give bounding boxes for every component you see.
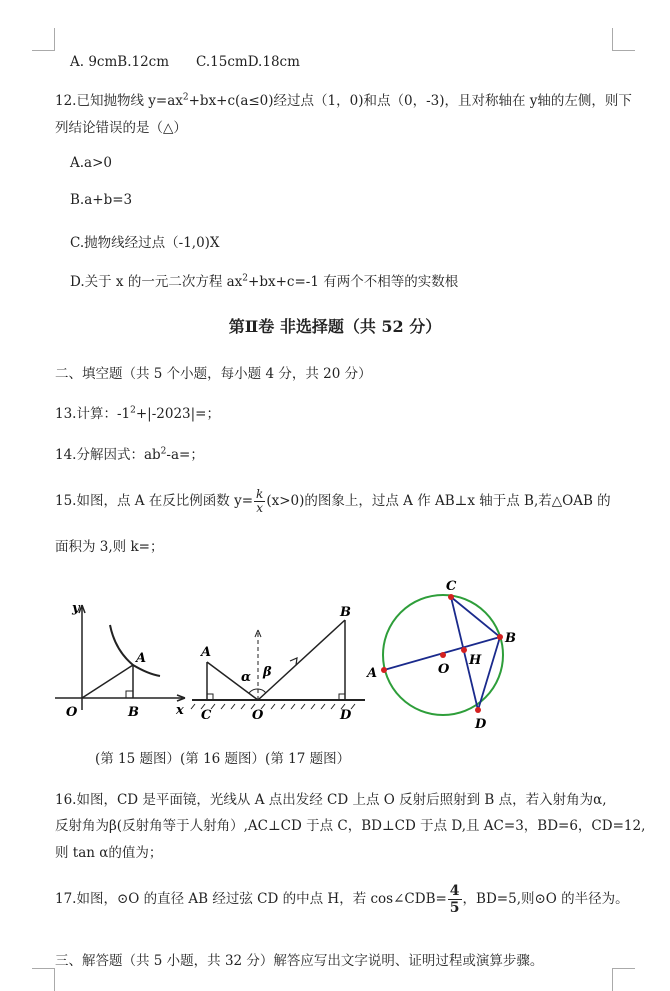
fig17-point-d: [475, 707, 481, 713]
fig17-point-b: [497, 634, 503, 640]
fig15-label-x: x: [176, 703, 184, 718]
q16-line3: 则 tan α的值为；: [55, 845, 163, 861]
q12-sup: 2: [182, 92, 189, 103]
q16-line2: 反射角为β(反射角等于人射角）,AC⊥CD 于点 C，BD⊥CD 于点 D,且 AC=3，BD=6，CD=12,: [55, 818, 646, 834]
q13-sup: 2: [130, 405, 136, 416]
fig17-point-h: [461, 647, 467, 653]
q12-option-c: C.抛物线经过点（-1,0)X: [70, 235, 220, 251]
fig17-label-h: H: [469, 653, 482, 668]
q12-option-a: A.a>0: [70, 155, 112, 171]
q15-frac-num: k: [256, 487, 264, 501]
fig16-label-a: A: [201, 645, 212, 660]
corner-mark-top-left: [32, 28, 55, 51]
fill-section-title: 二、填空题（共 5 个小题，每小题 4 分，共 20 分）: [55, 366, 372, 382]
q15-line2: 面积为 3,则 k=；: [55, 539, 164, 555]
figures-svg: [0, 570, 670, 735]
figure-15: [55, 605, 185, 710]
q15-fraction: [254, 488, 265, 515]
q14-post: -a=；: [166, 447, 204, 463]
solve-section-title: 三、解答题（共 5 小题，共 32 分）解答应写出文字说明、证明过程或演算步骤。: [55, 953, 544, 969]
fig17-point-c: [448, 594, 454, 600]
fig17-label-b: B: [505, 631, 516, 646]
fig16-mirror-hatch: [191, 704, 355, 709]
corner-mark-top-right: [612, 28, 635, 51]
q12-option-d-pre: D.关于 x 的一元二次方程 ax: [70, 274, 243, 290]
q12-option-d-sup: 2: [242, 273, 249, 284]
q14-sup: 2: [160, 446, 167, 457]
fig15-label-b: B: [128, 705, 139, 720]
figure-16: [191, 620, 365, 709]
q15-frac-den: x: [256, 501, 264, 515]
q12-option-b: B.a+b=3: [70, 192, 133, 208]
q12-option-d-post: +bx+c=-1 有两个不相等的实数根: [248, 274, 459, 290]
q11-options: A. 9cmB.12cm C.15cmD.18cm: [70, 54, 300, 70]
fig16-label-c: C: [201, 708, 212, 723]
figure-caption: (第 15 题图）(第 16 题图）(第 17 题图）: [95, 751, 351, 767]
fig15-label-o: O: [66, 705, 78, 720]
fig17-point-o: [440, 652, 446, 658]
fig16-beta-arc: [258, 689, 266, 693]
fig16-label-b: B: [340, 605, 351, 620]
fig15-segment-oa: [82, 665, 133, 698]
section2-heading: 第Ⅱ卷 非选择题（共 52 分）: [228, 317, 442, 336]
fig17-label-a: A: [367, 666, 378, 681]
q12-stem-post: +bx+c(a≤0)经过点（1，0)和点（0，-3)，且对称轴在 y轴的左侧，则下: [188, 93, 632, 109]
q17-frac-num: 4: [449, 883, 460, 899]
q17: [55, 883, 629, 916]
q14: [55, 443, 204, 463]
fig17-label-c: C: [446, 579, 457, 594]
q12-stem-pre: 12.已知抛物线 y=ax: [55, 93, 183, 109]
q12-option-d: [70, 270, 458, 290]
fig15-hyperbola: [110, 625, 160, 676]
q13: [55, 402, 220, 422]
fig17-label-d: D: [475, 717, 487, 732]
fig16-label-alpha: α: [241, 670, 252, 685]
q13-pre: 13.计算：-1: [55, 406, 131, 422]
corner-mark-bottom-left: [32, 968, 55, 991]
fig17-chord-bd: [478, 637, 500, 710]
fig17-label-o: O: [438, 662, 450, 677]
corner-mark-bottom-right: [612, 968, 635, 991]
fig15-right-angle: [126, 691, 133, 698]
q15-pre: 15.如图，点 A 在反比例函数 y=: [55, 493, 254, 509]
q17-fraction: [448, 883, 462, 916]
q15-line1: [55, 488, 611, 515]
q17-post: ，BD=5,则⊙O 的半径为。: [462, 891, 629, 907]
fig16-ray-arrow: [290, 658, 297, 665]
figure-17: [381, 594, 503, 715]
q17-frac-den: 5: [449, 900, 460, 916]
q14-pre: 14.分解因式：ab: [55, 447, 161, 463]
fig17-point-a: [381, 667, 387, 673]
fig16-label-beta: β: [263, 665, 272, 680]
fig15-label-a: A: [136, 651, 147, 666]
fig15-label-y: y: [72, 601, 80, 616]
q15-post: (x>0)的图象上，过点 A 作 AB⊥x 轴于点 B,若△OAB 的: [266, 493, 611, 509]
q12-stem-line2: 列结论错误的是（△）: [55, 120, 187, 136]
q13-post: +|-2023|=；: [135, 406, 220, 422]
q12-stem-line1: [55, 89, 632, 109]
q17-pre: 17.如图，⊙O 的直径 AB 经过弦 CD 的中点 H，若 cos∠CDB=: [55, 891, 447, 907]
fig16-ray-ob: [258, 620, 345, 700]
q16-line1: 16.如图，CD 是平面镜，光线从 A 点出发经 CD 上点 O 反射后照射到 B 点，若入射角为α,: [55, 792, 607, 808]
fig16-label-o: O: [252, 708, 264, 723]
fig16-label-d: D: [340, 708, 352, 723]
fig16-alpha-arc: [249, 689, 258, 693]
